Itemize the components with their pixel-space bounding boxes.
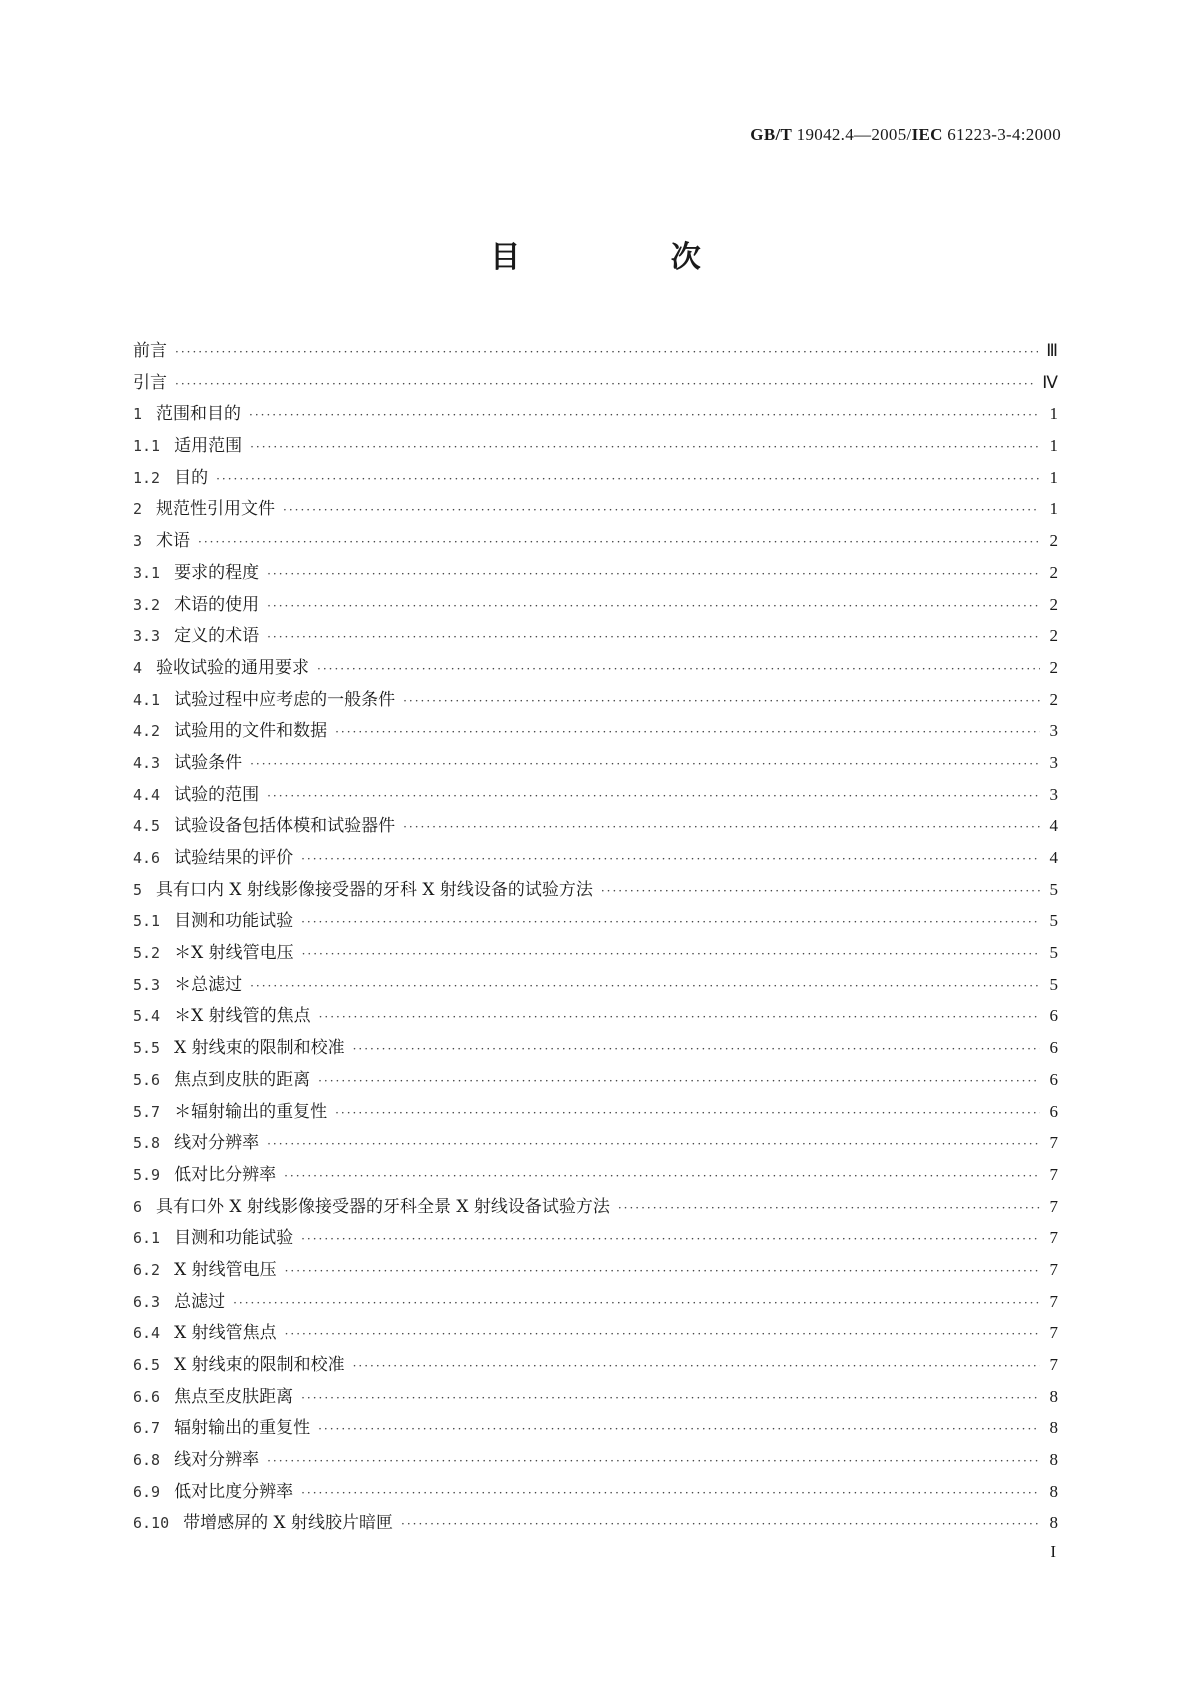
toc-entry[interactable] xyxy=(133,969,1058,1001)
toc-entry[interactable] xyxy=(133,1349,1058,1381)
toc-leader-dots xyxy=(249,400,1040,432)
toc-entry-label: 目的 xyxy=(174,467,209,488)
toc-leader-dots xyxy=(302,939,1040,971)
toc-entry-number: 5.3 xyxy=(133,975,161,994)
toc-leader-dots xyxy=(175,337,1038,369)
toc-entry-number: 6.10 xyxy=(133,1514,170,1533)
toc-entry-number: 3.2 xyxy=(133,595,161,614)
toc-entry-number: 6.2 xyxy=(133,1260,161,1279)
toc-entry-number: 4.5 xyxy=(133,817,161,836)
toc-entry-number: 6.4 xyxy=(133,1324,161,1343)
toc-leader-dots xyxy=(233,1288,1040,1320)
toc-entry-number: 5.4 xyxy=(133,1007,161,1026)
toc-entry-page: 3 xyxy=(1049,721,1058,741)
toc-entry-label: X 射线管焦点 xyxy=(174,1323,277,1344)
toc-entry-number: 6.9 xyxy=(133,1482,161,1501)
toc-entry[interactable] xyxy=(133,937,1058,969)
toc-entry[interactable] xyxy=(133,652,1058,684)
toc-entry-page: 7 xyxy=(1049,1133,1058,1153)
toc-entry-label: 总滤过 xyxy=(174,1291,226,1312)
toc-entry-page: 2 xyxy=(1049,626,1058,646)
toc-leader-dots xyxy=(353,1351,1040,1383)
toc-entry-page: 7 xyxy=(1049,1196,1058,1216)
toc-entry-page: 8 xyxy=(1049,1418,1058,1438)
toc-entry[interactable] xyxy=(133,1476,1058,1508)
toc-entry-page: 7 xyxy=(1049,1228,1058,1248)
toc-entry[interactable] xyxy=(133,589,1058,621)
toc-entry-label: 焦点到皮肤的距离 xyxy=(174,1069,311,1090)
toc-entry[interactable] xyxy=(133,462,1058,494)
toc-leader-dots xyxy=(403,686,1040,718)
toc-entry[interactable] xyxy=(133,367,1058,399)
toc-entry-number: 6.5 xyxy=(133,1356,161,1374)
toc-entry-number: 5.6 xyxy=(133,1070,161,1089)
toc-entry[interactable] xyxy=(133,557,1058,589)
toc-entry-page: 7 xyxy=(1049,1164,1058,1184)
std-code-prefix: GB/T xyxy=(750,125,793,144)
toc-entry[interactable] xyxy=(133,398,1058,430)
toc-entry-page: 5 xyxy=(1049,943,1058,963)
toc-leader-dots xyxy=(301,1224,1040,1256)
toc-leader-dots xyxy=(267,1446,1040,1478)
toc-entry-label: 规范性引用文件 xyxy=(156,499,276,520)
toc-entry-page: 7 xyxy=(1049,1355,1058,1374)
toc-leader-dots xyxy=(319,1002,1040,1034)
toc-leader-dots xyxy=(175,369,1034,401)
toc-entry[interactable] xyxy=(133,1000,1058,1032)
toc-entry-label: 目测和功能试验 xyxy=(174,1228,294,1249)
toc-entry-number: 6.3 xyxy=(133,1292,161,1311)
toc-entry-page: 1 xyxy=(1049,467,1058,487)
toc-entry-number: 5.8 xyxy=(133,1134,161,1153)
toc-leader-dots xyxy=(250,971,1040,1003)
toc-entry-number: 1 xyxy=(133,405,143,424)
toc-entry[interactable] xyxy=(133,1096,1058,1128)
toc-entry-number: 6.8 xyxy=(133,1451,161,1470)
toc-leader-dots xyxy=(267,781,1040,813)
toc-entry-number: 4.6 xyxy=(133,849,161,867)
toc-entry-page: 6 xyxy=(1049,1038,1058,1058)
toc-entry-number: 6.7 xyxy=(133,1419,161,1438)
toc-entry-number: 3 xyxy=(133,532,143,551)
toc-entry-label: 术语 xyxy=(156,531,191,552)
toc-entry-label: X 射线管电压 xyxy=(174,1259,277,1280)
toc-entry[interactable] xyxy=(133,1127,1058,1159)
toc-entry-page: 2 xyxy=(1049,657,1058,677)
toc-entry-number: 6 xyxy=(133,1197,143,1216)
toc-entry[interactable] xyxy=(133,905,1058,937)
toc-entry-number: 4.3 xyxy=(133,753,161,772)
toc-entry-page: Ⅲ xyxy=(1046,341,1058,360)
toc-entry[interactable] xyxy=(133,1064,1058,1096)
toc-leader-dots xyxy=(401,1509,1040,1541)
toc-leader-dots xyxy=(317,654,1040,686)
toc-entry-page: 8 xyxy=(1049,1450,1058,1470)
toc-entry-page: 5 xyxy=(1049,879,1058,899)
toc-entry-label: ＊辐射输出的重复性 xyxy=(174,1101,328,1122)
toc-leader-dots xyxy=(285,1256,1040,1288)
toc-entry-number: 4.2 xyxy=(133,722,161,741)
toc-entry-label: 带增感屏的 X 射线胶片暗匣 xyxy=(183,1513,394,1534)
toc-entry-label: 低对比分辨率 xyxy=(174,1164,277,1185)
toc-entry-label: 目测和功能试验 xyxy=(174,911,294,932)
toc-entry-label: 试验设备包括体模和试验器件 xyxy=(174,816,396,837)
toc-entry-page: 7 xyxy=(1049,1259,1058,1279)
toc-leader-dots xyxy=(618,1193,1040,1225)
toc-entry-page: 2 xyxy=(1049,531,1058,551)
toc-entry-number: 5.5 xyxy=(133,1039,161,1058)
toc-entry-label: 焦点至皮肤距离 xyxy=(174,1386,294,1407)
toc-entry-label: ＊X 射线管的焦点 xyxy=(174,1006,311,1027)
toc-leader-dots xyxy=(301,907,1040,939)
toc-entry-label: 定义的术语 xyxy=(174,626,260,647)
toc-entry[interactable] xyxy=(133,1444,1058,1476)
page-title: 目 次 xyxy=(490,240,771,275)
toc-leader-dots xyxy=(301,1478,1040,1510)
toc-leader-dots xyxy=(267,1129,1040,1161)
toc-entry-page: 1 xyxy=(1049,404,1058,424)
toc-entry-label: ＊X 射线管电压 xyxy=(174,943,294,964)
toc-entry-page: 1 xyxy=(1049,499,1058,519)
toc-entry-number: 1.2 xyxy=(133,468,161,487)
toc-entry-number: 3.1 xyxy=(133,563,161,582)
toc-entry-number: 5.9 xyxy=(133,1165,161,1184)
toc-entry[interactable] xyxy=(133,1191,1058,1223)
toc-entry[interactable] xyxy=(133,1159,1058,1191)
toc-entry-number: 1.1 xyxy=(133,437,161,456)
page-number: I xyxy=(1050,1542,1056,1561)
toc-entry-label: X 射线束的限制和校准 xyxy=(174,1038,345,1059)
toc-entry[interactable] xyxy=(133,747,1058,779)
toc-entry-number: 5.2 xyxy=(133,944,161,963)
toc-entry-label: 试验条件 xyxy=(174,752,243,773)
toc-entry-label: 前言 xyxy=(133,341,167,361)
toc-entry-label: X 射线束的限制和校准 xyxy=(174,1355,345,1375)
toc-entry-label: 试验结果的评价 xyxy=(174,848,294,868)
toc-leader-dots xyxy=(601,876,1040,908)
toc-entry[interactable] xyxy=(133,620,1058,652)
toc-entry[interactable] xyxy=(133,1286,1058,1318)
toc-leader-dots xyxy=(353,1034,1040,1066)
toc-entry-page: 6 xyxy=(1049,1069,1058,1089)
toc-entry-label: 低对比度分辨率 xyxy=(174,1481,294,1502)
toc-entry[interactable] xyxy=(133,493,1058,525)
toc-entry[interactable] xyxy=(133,1507,1058,1539)
toc-leader-dots xyxy=(318,1414,1040,1446)
toc-entry-page: Ⅳ xyxy=(1042,372,1058,392)
toc-entry[interactable] xyxy=(133,430,1058,462)
toc-entry-label: 具有口外 X 射线影像接受器的牙科全景 X 射线设备试验方法 xyxy=(156,1196,610,1217)
toc-leader-dots xyxy=(284,1161,1040,1193)
toc-entry[interactable] xyxy=(133,525,1058,557)
toc-entry-label: 适用范围 xyxy=(174,436,243,457)
toc-entry-label: 引言 xyxy=(133,372,167,393)
toc-leader-dots xyxy=(198,527,1040,559)
toc-entry[interactable] xyxy=(133,842,1058,874)
toc-entry-number: 5.7 xyxy=(133,1102,161,1121)
toc-entry-label: 线对分辨率 xyxy=(174,1450,260,1471)
toc-entry-page: 7 xyxy=(1049,1323,1058,1343)
toc-entry-page: 8 xyxy=(1049,1386,1058,1406)
toc-entry-page: 8 xyxy=(1049,1513,1058,1533)
toc-leader-dots xyxy=(250,432,1040,464)
standard-code xyxy=(750,125,1061,145)
toc-entry-label: 线对分辨率 xyxy=(174,1133,260,1154)
toc-leader-dots xyxy=(267,559,1040,591)
toc-entry-label: 术语的使用 xyxy=(174,594,260,615)
toc-entry-number: 4.4 xyxy=(133,785,161,804)
toc-leader-dots xyxy=(335,1098,1040,1130)
toc-entry-number: 5 xyxy=(133,880,143,899)
toc-entry-page: 3 xyxy=(1049,784,1058,804)
toc-entry[interactable] xyxy=(133,684,1058,716)
toc-entry-number: 4.1 xyxy=(133,690,161,709)
toc-entry[interactable] xyxy=(133,779,1058,811)
toc-entry-number: 2 xyxy=(133,500,143,519)
toc-entry-page: 7 xyxy=(1049,1291,1058,1311)
toc-leader-dots xyxy=(216,464,1040,496)
toc-entry[interactable] xyxy=(133,810,1058,842)
toc-leader-dots xyxy=(301,844,1040,876)
toc-entry-page: 4 xyxy=(1049,848,1058,867)
toc-entry-page: 8 xyxy=(1049,1481,1058,1501)
toc-entry[interactable] xyxy=(133,715,1058,747)
toc-entry-label: 试验用的文件和数据 xyxy=(174,721,328,742)
toc-entry-label: 试验过程中应考虑的一般条件 xyxy=(174,689,396,710)
toc-entry-page: 1 xyxy=(1049,436,1058,456)
toc-entry-label: ＊总滤过 xyxy=(174,974,243,995)
toc-entry-number: 5.1 xyxy=(133,912,161,931)
toc-entry[interactable] xyxy=(133,1412,1058,1444)
toc-entry-page: 6 xyxy=(1049,1101,1058,1121)
toc-entry-number: 6.6 xyxy=(133,1387,161,1406)
toc-entry[interactable] xyxy=(133,335,1058,367)
toc-entry-label: 验收试验的通用要求 xyxy=(156,657,310,678)
toc-leader-dots xyxy=(250,749,1040,781)
toc-leader-dots xyxy=(285,1319,1040,1351)
toc-entry-number: 3.3 xyxy=(133,627,161,646)
std-code-iec: IEC xyxy=(911,125,943,144)
toc-entry-label: 辐射输出的重复性 xyxy=(174,1418,311,1439)
toc-leader-dots xyxy=(318,1066,1040,1098)
toc-leader-dots xyxy=(267,622,1040,654)
table-of-contents xyxy=(133,335,1058,1539)
std-code-suffix: 61223-3-4:2000 xyxy=(942,125,1061,144)
toc-entry-page: 3 xyxy=(1049,752,1058,772)
toc-entry[interactable] xyxy=(133,1317,1058,1349)
toc-entry-page: 2 xyxy=(1049,562,1058,582)
toc-entry-page: 5 xyxy=(1049,911,1058,931)
toc-entry[interactable] xyxy=(133,1222,1058,1254)
toc-leader-dots xyxy=(267,591,1040,623)
toc-entry[interactable] xyxy=(133,1032,1058,1064)
toc-entry-page: 6 xyxy=(1049,1006,1058,1026)
toc-entry-number: 6.1 xyxy=(133,1229,161,1248)
toc-entry[interactable] xyxy=(133,1254,1058,1286)
toc-entry-label: 要求的程度 xyxy=(174,562,260,583)
toc-entry-label: 试验的范围 xyxy=(174,784,260,805)
toc-entry-label: 范围和目的 xyxy=(156,404,242,425)
toc-entry-page: 2 xyxy=(1049,689,1058,709)
toc-leader-dots xyxy=(283,495,1040,527)
toc-entry-label: 具有口内 X 射线影像接受器的牙科 X 射线设备的试验方法 xyxy=(156,879,593,900)
toc-entry-page: 5 xyxy=(1049,974,1058,994)
toc-entry[interactable] xyxy=(133,874,1058,906)
std-code-mid: 19042.4—2005/ xyxy=(792,125,912,144)
toc-entry-number: 4 xyxy=(133,658,143,677)
toc-entry-page: 2 xyxy=(1049,594,1058,614)
toc-leader-dots xyxy=(301,1383,1040,1415)
toc-leader-dots xyxy=(403,812,1040,844)
toc-leader-dots xyxy=(335,717,1040,749)
toc-entry[interactable] xyxy=(133,1381,1058,1413)
toc-entry-page: 4 xyxy=(1049,816,1058,836)
